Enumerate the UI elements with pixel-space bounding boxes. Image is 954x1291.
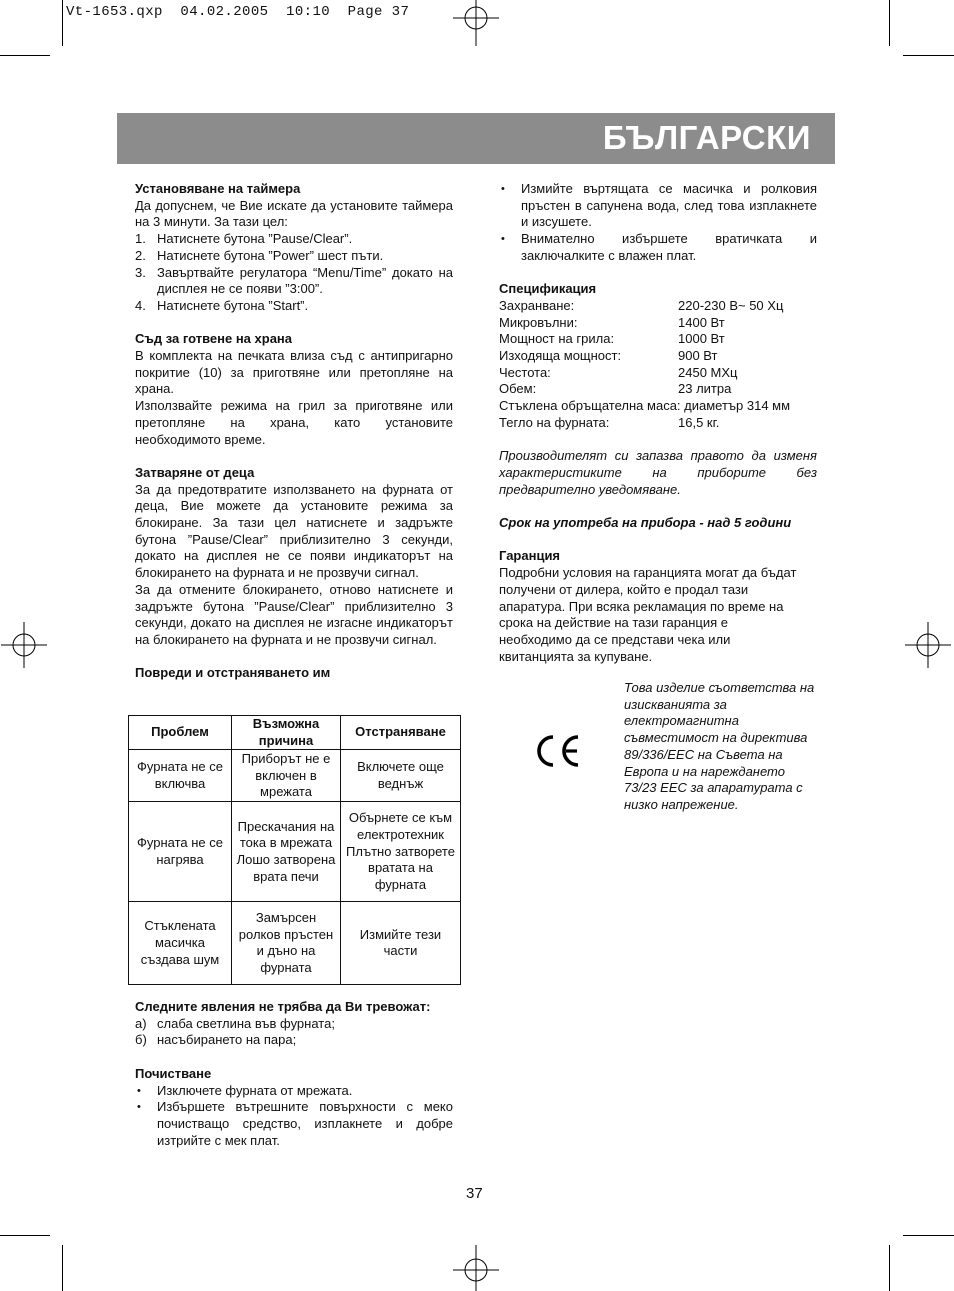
list-item: 2. Натиснете бутона ”Power” шест пъти.: [135, 247, 384, 263]
registration-mark-top: [453, 0, 499, 46]
child-lock-paragraph: За да отмените блокирането, отново натиснете и задръжте бутона ”Pause/Clear” приблизително 3 секунди, докато на дисплея не изгасне индикаторът на блокирането на фурната и не прозвучи сигнал.: [135, 581, 453, 647]
crop-mark: [903, 1235, 954, 1236]
column-header: Възможна причина: [232, 716, 341, 750]
warranty-line: необходимо да се представи чека или: [499, 631, 731, 647]
list-item: 4. Натиснете бутона ”Start”.: [135, 297, 309, 313]
table-cell: Фурната не се нагрява: [129, 802, 232, 902]
banner-title: БЪЛГАРСКИ: [602, 119, 811, 156]
language-banner: [117, 113, 835, 164]
child-lock-paragraph: За да предотвратите използването на фурната от деца, Вие можете да установите режима за блокиране. За тази цел натиснете и задръжте бутона ”Pause/Clear” приблизително 3 секунди, докато на дисплея не се появи индикаторът на блокирането на фурната и не прозвучи сигнал.: [135, 481, 453, 581]
ce-compliance-text: Това изделие съответства на изискванията за електромагнитна съвместимост на директива 89/336/EEC на Съвета на Европа и на нареждането 73/23 EEC за апаратурата с низко напрежение.: [624, 680, 815, 812]
crop-mark: [889, 0, 890, 46]
table-cell: Прескачания на тока в мрежата Лошо затворена врата печи: [232, 802, 341, 902]
crop-mark: [889, 1245, 890, 1291]
left-column-after-table: [135, 999, 453, 1149]
table-cell: Стъклената масичка създава шум: [129, 902, 232, 985]
dish-paragraph: В комплекта на печката влиза съд с антипригарно покритие (10) за приготвяне или претопляне на храна.: [135, 348, 453, 397]
list-item: а) слаба светлина във фурната;: [135, 1015, 335, 1031]
list-item: б) насъбирането на пара;: [135, 1032, 297, 1048]
crop-mark: [0, 1235, 50, 1236]
table-row: [129, 750, 461, 802]
registration-mark-right: [905, 622, 951, 668]
bullet-icon: •: [137, 1084, 141, 1097]
list-item: • Избършете вътрешните повърхности с меко почистващо средство, изплакнете и добре изтрийте с мек плат.: [137, 1099, 453, 1148]
bullet-icon: •: [137, 1101, 141, 1114]
printer-slug: Vt-1653.qxp 04.02.2005 10:10 Page 37: [66, 4, 410, 20]
not-worry-list: [135, 1016, 453, 1049]
table-row: [129, 802, 461, 902]
bullet-icon: •: [501, 183, 505, 195]
table-cell: Фурната не се включва: [129, 750, 232, 802]
table-cell: Замърсен ролков пръстен и дъно на фурната: [232, 902, 341, 985]
list-item: 3. Завъртвайте регулатора “Menu/Time” докато на дисплея не се появи ”3:00”.: [135, 264, 453, 297]
spec-row: Изходяща мощност: 900 Вт: [499, 348, 718, 364]
timer-steps: [135, 231, 453, 315]
not-worry-heading: Следните явления не трябва да Ви тревожат:: [135, 999, 431, 1014]
warranty-line: квитанцията за купуване.: [499, 648, 653, 664]
spec-row: Тегло на фурната: 16,5 кг.: [499, 414, 720, 430]
registration-mark-left: [1, 622, 47, 668]
spec-turntable: Стъклена обръщателна маса: диаметър 314 мм: [499, 398, 791, 414]
spec-row: Микровълни: 1400 Вт: [499, 314, 725, 330]
warranty-heading: Гаранция: [499, 548, 561, 564]
ce-mark-icon: [533, 733, 583, 769]
warranty-line: апаратура. При всяка рекламация по време на: [499, 598, 784, 614]
dish-heading: Съд за готвене на храна: [135, 331, 293, 347]
registration-mark-bottom: [453, 1245, 499, 1291]
service-life: Срок на употреба на прибора - над 5 години: [499, 515, 792, 531]
list-item: • Изключете фурната от мрежата.: [137, 1082, 353, 1098]
warranty-line: получени от дилера, който е продал тази: [499, 581, 749, 597]
warranty-line: Подробни условия на гаранцията могат да бъдат: [499, 565, 797, 581]
column-header: Отстраняване: [341, 716, 461, 750]
table-cell: Обърнете се към електротехник Плътно затворете вратата на фурната: [341, 802, 461, 902]
crop-mark: [903, 55, 954, 56]
table-cell: Приборът не е включен в мрежата: [232, 750, 341, 802]
timer-heading: Установяване на таймера: [135, 181, 301, 196]
cleaning-heading: Почистване: [135, 1065, 212, 1081]
list-item: • Измийте въртящата се масичка и ролковия пръстен в сапунена вода, след това изплакнете и изсушете.: [501, 181, 817, 230]
left-column: [135, 181, 453, 682]
troubleshooting-table: [128, 715, 461, 985]
spec-row: Мощност на грила: 1000 Вт: [499, 331, 725, 347]
page-number: 37: [466, 1185, 483, 1202]
table-cell: Включете още веднъж: [341, 750, 461, 802]
spec-row: Обем: 23 литра: [499, 381, 732, 397]
cleaning-list: [135, 1083, 453, 1150]
spec-row: Честота: 2450 МХц: [499, 364, 738, 380]
dish-paragraph: Използвайте режима на грил за приготвяне или претопляне на храна, като установите необходимото време.: [135, 398, 453, 447]
child-lock-heading: Затваряне от деца: [135, 464, 255, 480]
column-header: Проблем: [129, 716, 232, 750]
crop-mark: [0, 55, 50, 56]
list-item: • Внимателно избършете вратичката и заключалките с влажен плат.: [501, 231, 817, 263]
bullet-icon: •: [501, 233, 505, 246]
specs-heading: Спецификация: [499, 281, 597, 297]
list-item: 1. Натиснете бутона ”Pause/Clear”.: [135, 231, 353, 247]
faults-heading: Повреди и отстраняването им: [135, 665, 331, 681]
crop-mark: [62, 0, 63, 46]
manufacturer-note: Производителят си запазва правото да изменя характеристиките на приборите без предварително уведомяване.: [499, 448, 817, 497]
timer-intro: Да допуснем, че Вие искате да установите таймера на 3 минути. За тази цел:: [135, 197, 453, 230]
spec-row: Захранване: 220-230 В~ 50 Хц: [499, 297, 784, 313]
crop-mark: [62, 1245, 63, 1291]
table-header-row: [129, 716, 461, 750]
cleaning-list-continued: [499, 181, 817, 265]
right-column: [499, 181, 817, 665]
table-row: [129, 902, 461, 985]
table-cell: Измийте тези части: [341, 902, 461, 985]
warranty-line: срока на действие на тази гаранция е: [499, 615, 728, 631]
